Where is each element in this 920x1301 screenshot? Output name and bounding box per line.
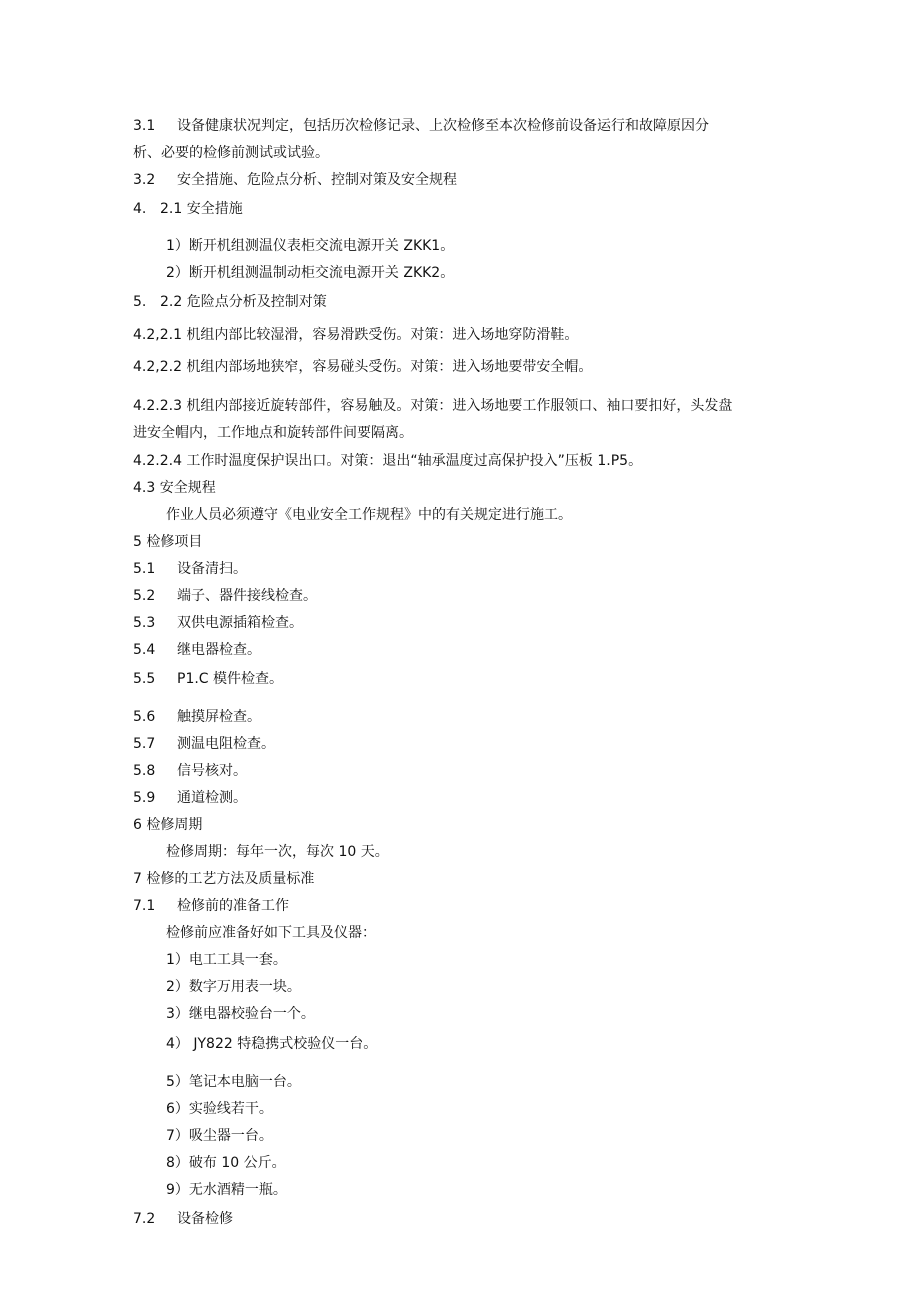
item-text: 2.2 危险点分析及控制对策 (160, 294, 327, 310)
item-text: 信号核对。 (177, 763, 247, 779)
item-text: 2.1 安全措施 (160, 201, 243, 217)
item-text: 检修前应准备好如下工具及仪器： (166, 925, 376, 941)
item-5-8 (133, 761, 247, 781)
item-5-7 (133, 734, 275, 754)
item-text: 通道检测。 (177, 790, 247, 806)
para-3-2 (133, 170, 457, 190)
hazard-3 (133, 396, 732, 416)
item-number: 5.6 (133, 709, 156, 725)
item-text: 4.2.2.4 工作时温度保护误出口。对策：退出“轴承温度过高保护投入”压板 1.P5。 (133, 453, 643, 469)
item-text: 检修前的准备工作 (177, 898, 289, 914)
tools-intro (166, 923, 376, 943)
item-text: 7）吸尘器一台。 (166, 1128, 273, 1144)
item-number: 5.8 (133, 763, 156, 779)
item-text: 7 检修的工艺方法及质量标准 (133, 871, 315, 887)
para-3-1-cont (133, 143, 329, 163)
item-number: 3.2 (133, 172, 156, 188)
item-text: 4.2,2.1 机组内部比较湿滑，容易滑跌受伤。对策：进入场地穿防滑鞋。 (133, 327, 579, 343)
item-5-1 (133, 559, 247, 579)
item-text: 4） JY822 特稳携式校验仪一台。 (166, 1036, 378, 1052)
item-number: 5.2 (133, 588, 156, 604)
item-number: 4. (133, 201, 147, 217)
item-text: 测温电阻检查。 (177, 736, 275, 752)
item-text: 5）笔记本电脑一台。 (166, 1074, 301, 1090)
item-number: 3.1 (133, 118, 156, 134)
item-number: 5.7 (133, 736, 156, 752)
tool-9 (166, 1180, 287, 1200)
item-text: 双供电源插箱检查。 (177, 615, 303, 631)
item-number: 5. (133, 294, 147, 310)
heading-4-2-2 (133, 292, 327, 312)
item-text: 6 检修周期 (133, 817, 203, 833)
item-text: 5 检修项目 (133, 534, 203, 550)
item-number: 5.5 (133, 671, 156, 687)
item-text: 2）断开机组测温制动柜交流电源开关 ZKK2。 (166, 265, 455, 281)
cycle-text (166, 842, 389, 862)
item-text: 3）继电器校验台一个。 (166, 1006, 315, 1022)
item-5-5 (133, 669, 283, 689)
hazard-1 (133, 325, 578, 345)
tool-8 (166, 1153, 286, 1173)
heading-6 (133, 815, 202, 835)
item-5-6 (133, 707, 261, 727)
heading-4-2-1 (133, 199, 243, 219)
para-3-1 (133, 116, 709, 136)
item-number: 5.1 (133, 561, 156, 577)
safety-step-1 (166, 236, 454, 256)
heading-5 (133, 532, 202, 552)
item-text: 设备检修 (177, 1211, 233, 1227)
item-7-2 (133, 1209, 233, 1229)
hazard-3-cont (133, 423, 413, 443)
item-5-2 (133, 586, 317, 606)
item-text: 触摸屏检查。 (177, 709, 261, 725)
item-text: 析、必要的检修前测试或试验。 (133, 145, 329, 161)
item-text: 4.3 安全规程 (133, 480, 216, 496)
item-5-3 (133, 613, 303, 633)
safety-rule-text (166, 505, 572, 525)
item-number: 5.9 (133, 790, 156, 806)
item-5-9 (133, 788, 247, 808)
hazard-4 (133, 451, 642, 471)
item-number: 7.2 (133, 1211, 156, 1227)
item-number: 5.3 (133, 615, 156, 631)
item-text: 4.2,2.2 机组内部场地狭窄，容易碰头受伤。对策：进入场地要带安全帽。 (133, 359, 593, 375)
item-text: P1.C 模件检查。 (177, 671, 284, 687)
tool-7 (166, 1126, 273, 1146)
item-text: 设备健康状况判定，包括历次检修记录、上次检修至本次检修前设备运行和故障原因分 (177, 118, 709, 134)
hazard-2 (133, 357, 592, 377)
item-text: 1）断开机组测温仪表柜交流电源开关 ZKK1。 (166, 238, 455, 254)
item-text: 2）数字万用表一块。 (166, 979, 301, 995)
tool-4 (166, 1034, 377, 1054)
item-text: 6）实验线若干。 (166, 1101, 273, 1117)
tool-1 (166, 950, 287, 970)
item-text: 安全措施、危险点分析、控制对策及安全规程 (177, 172, 457, 188)
item-7-1 (133, 896, 289, 916)
item-text: 检修周期：每年一次，每次 10 天。 (166, 844, 389, 860)
item-text: 继电器检查。 (177, 642, 261, 658)
heading-7 (133, 869, 314, 889)
item-text: 8）破布 10 公斤。 (166, 1155, 286, 1171)
item-5-4 (133, 640, 261, 660)
item-text: 作业人员必须遵守《电业安全工作规程》中的有关规定进行施工。 (166, 507, 572, 523)
tool-6 (166, 1099, 273, 1119)
item-number: 7.1 (133, 898, 156, 914)
item-text: 4.2.2.3 机组内部接近旋转部件，容易触及。对策：进入场地要工作服领口、袖口要扣好，头发盘 (133, 398, 733, 414)
tool-3 (166, 1004, 315, 1024)
item-text: 1）电工工具一套。 (166, 952, 287, 968)
item-text: 设备清扫。 (177, 561, 247, 577)
item-text: 端子、器件接线检查。 (177, 588, 317, 604)
item-number: 5.4 (133, 642, 156, 658)
item-text: 9）无水酒精一瓶。 (166, 1182, 287, 1198)
safety-step-2 (166, 263, 454, 283)
tool-5 (166, 1072, 301, 1092)
heading-4-3 (133, 478, 216, 498)
item-text: 进安全帽内，工作地点和旋转部件间要隔离。 (133, 425, 413, 441)
tool-2 (166, 977, 301, 997)
